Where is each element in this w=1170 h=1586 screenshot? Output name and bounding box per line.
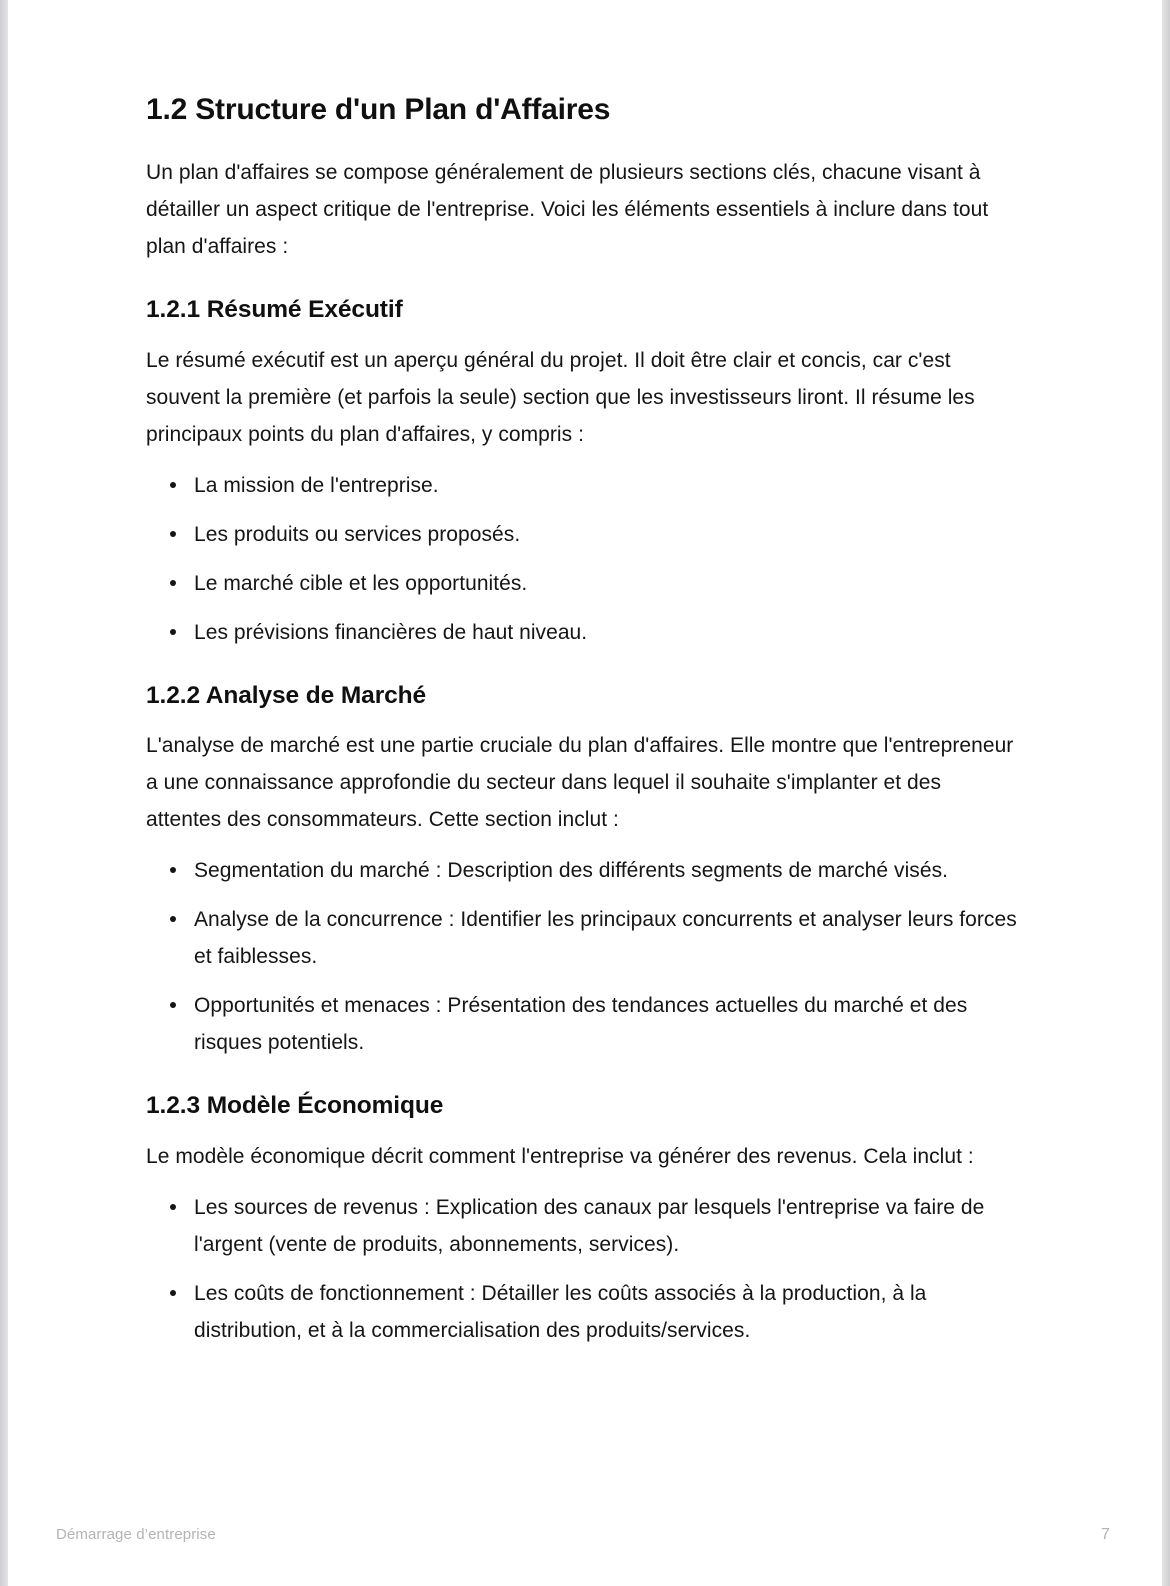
bullet-dot-icon [170,531,176,537]
bullet-dot-icon [170,580,176,586]
document-page [8,0,1162,1586]
bullet-dot-icon [170,867,176,873]
list-item-text: Analyse de la concurrence : Identifier les principaux concurrents et analyser leurs forces et faiblesses. [194,908,1017,969]
list-item [146,614,1020,651]
page-shadow-left [0,0,8,1586]
bullet-dot-icon [170,482,176,488]
list-item [146,901,1020,975]
intro-paragraph: Un plan d'affaires se compose généralement de plusieurs sections clés, chacune visant à détailler un aspect critique de l'entreprise. Voici les éléments essentiels à inclure dans tout plan d'affaires : [146,161,989,258]
list-item-text: Le marché cible et les opportunités. [194,571,528,595]
section-heading-1-2-2: 1.2.2 Analyse de Marché [146,681,427,709]
section-heading-1-2-1: 1.2.1 Résumé Exécutif [146,296,403,323]
bullet-dot-icon [170,629,176,635]
list-item-text: Les sources de revenus : Explication des canaux par lesquels l'entreprise va faire de l'argent (vente de produits, abonnements, services). [194,1195,985,1256]
footer-document-label: Démarrage d’entreprise [56,1526,216,1543]
bullet-dot-icon [170,1002,176,1008]
bullet-list-1-2-2 [146,852,1020,1061]
section-paragraph-1-2-2: L'analyse de marché est une partie cruciale du plan d'affaires. Elle montre que l'entrepreneur a une connaissance approfondie du secteur dans lequel il souhaite s'implanter et des attentes des consommateurs. Cette section inclut : [146,734,1014,832]
bullet-dot-icon [170,1290,176,1296]
list-item [146,987,1020,1061]
list-item-text: Les coûts de fonctionnement : Détailler les coûts associés à la production, à la distribution, et à la commercialisation des produits/services. [194,1281,927,1342]
list-item [146,1275,1020,1349]
footer-page-number: 7 [1101,1526,1110,1543]
section-paragraph-1-2-1: Le résumé exécutif est un aperçu général du projet. Il doit être clair et concis, car c'est souvent la première (et parfois la seule) section que les investisseurs liront. Il résume les principaux points du plan d'affaires, y compris : [146,348,975,446]
list-item [146,565,1020,602]
list-item [146,852,1020,889]
list-item-text: Segmentation du marché : Description des différents segments de marché visés. [194,859,949,883]
list-item-text: Les prévisions financières de haut niveau. [194,620,588,644]
document-content [146,92,1020,1361]
list-item [146,1189,1020,1263]
list-item-text: Opportunités et menaces : Présentation des tendances actuelles du marché et des risques potentiels. [194,994,968,1055]
list-item-text: Les produits ou services proposés. [194,522,521,546]
page-shadow-right [1162,0,1170,1586]
list-item [146,467,1020,504]
bullet-dot-icon [170,916,176,922]
section-heading-1-2-3: 1.2.3 Modèle Économique [146,1092,444,1120]
list-item [146,516,1020,553]
list-item-text: La mission de l'entreprise. [194,473,439,497]
page-title: 1.2 Structure d'un Plan d'Affaires [146,93,611,126]
bullet-dot-icon [170,1204,176,1210]
page-footer [56,1526,1110,1544]
bullet-list-1-2-1 [146,467,1020,651]
bullet-list-1-2-3 [146,1189,1020,1349]
section-paragraph-1-2-3: Le modèle économique décrit comment l'entreprise va générer des revenus. Cela inclut : [146,1144,974,1168]
